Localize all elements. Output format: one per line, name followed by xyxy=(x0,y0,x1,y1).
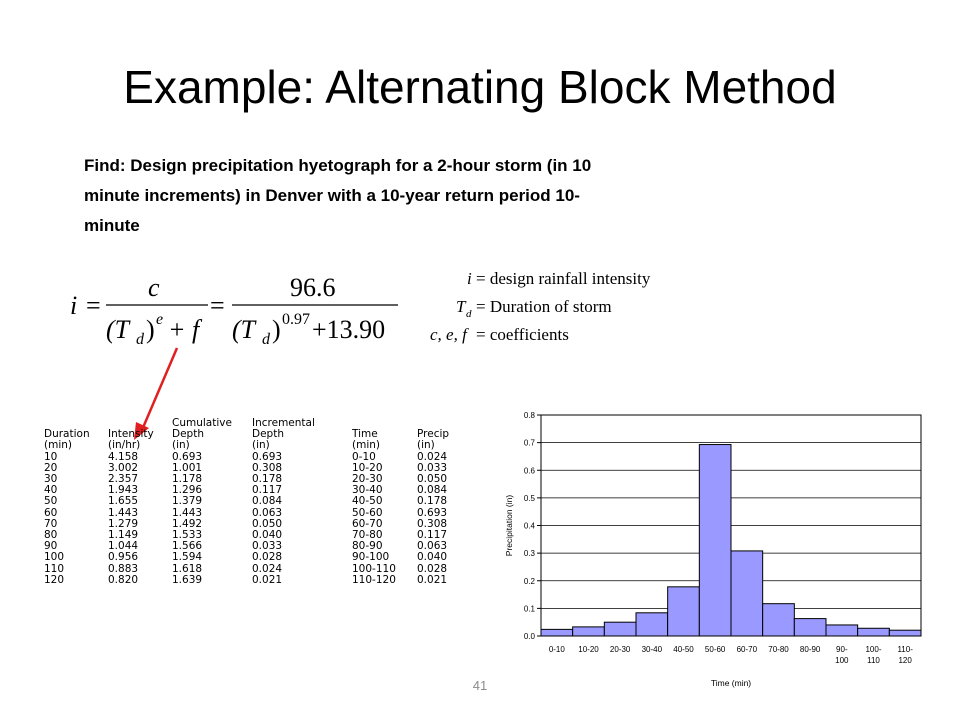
table-cell: 0.084 xyxy=(252,495,283,508)
def-td-text: = Duration of storm xyxy=(476,297,612,316)
table-cell: 0.033 xyxy=(417,461,448,474)
table-cell: 0.040 xyxy=(417,551,448,564)
problem-line-3: minute xyxy=(84,216,140,235)
eq-lhs: i xyxy=(70,291,78,320)
y-axis-label: Precipitation (in) xyxy=(504,494,514,557)
table-cell: 1.279 xyxy=(108,517,139,530)
table-cell: 0.028 xyxy=(252,551,283,564)
table-cell: 0.084 xyxy=(417,484,448,497)
table-cell: 20-30 xyxy=(352,473,383,486)
table-cell: Depth xyxy=(172,428,204,441)
table-cell: 1.001 xyxy=(172,461,203,474)
bar xyxy=(763,604,795,636)
table-cell: 50-60 xyxy=(352,506,383,519)
def-td-symbol: T xyxy=(456,297,466,316)
eq-equals-1: = xyxy=(86,291,101,320)
table-cell: 0.021 xyxy=(417,573,448,586)
table-cell: 0.050 xyxy=(252,517,283,530)
table-cell: 1.594 xyxy=(172,551,203,564)
table-cell: 40 xyxy=(44,484,58,497)
table-cell: 10 xyxy=(44,450,58,463)
table-row xyxy=(44,496,467,507)
table-cell: (in/hr) xyxy=(108,439,141,452)
table-cell: 0.308 xyxy=(252,461,283,474)
table-cell: 60-70 xyxy=(352,517,383,530)
table-row xyxy=(44,552,467,563)
table-cell: Duration xyxy=(44,428,90,441)
eq-denominator-2exp: 0.97 xyxy=(282,311,310,328)
table-cell: 100 xyxy=(44,551,65,564)
table-cell: 0.883 xyxy=(108,562,139,575)
eq-denominator-2c: +13.90 xyxy=(312,315,386,344)
table-cell: 0.024 xyxy=(252,562,283,575)
bar xyxy=(668,587,700,636)
y-tick-label: 0.3 xyxy=(523,549,535,559)
y-tick-label: 0.0 xyxy=(523,632,535,641)
table-cell: 110-120 xyxy=(352,573,396,586)
hyetograph-chart xyxy=(500,405,930,690)
table-cell: Cumulative xyxy=(172,417,232,429)
intensity-table xyxy=(44,418,467,586)
x-tick-label: 20-30 xyxy=(609,645,631,654)
x-tick-label: 110-120 xyxy=(897,645,913,665)
page-number: 41 xyxy=(472,678,488,693)
table-cell: 30-40 xyxy=(352,484,383,497)
table-cell: 1.492 xyxy=(172,517,203,530)
table-cell: 20 xyxy=(44,461,58,474)
table-row xyxy=(44,575,467,586)
eq-denominator-1exp: e xyxy=(156,311,164,328)
eq-denominator-2sub: d xyxy=(262,331,270,346)
eq-denominator-1a: (T xyxy=(106,315,130,344)
table-cell: 0.178 xyxy=(417,495,448,508)
table-cell: 1.533 xyxy=(172,529,203,542)
eq-equals-2: = xyxy=(210,291,225,320)
bar xyxy=(889,630,921,636)
table-cell: 60 xyxy=(44,506,58,519)
table-cell: 80-90 xyxy=(352,540,383,553)
table-cell: (in) xyxy=(417,439,435,452)
eq-denominator-1c: + f xyxy=(168,315,200,344)
table-cell: 40-50 xyxy=(352,495,383,508)
table-cell: 0.028 xyxy=(417,562,448,575)
table-cell: 1.044 xyxy=(108,540,139,553)
table-cell: 0.693 xyxy=(252,450,283,463)
table-cell: 0.117 xyxy=(252,484,283,497)
table-cell: 0.050 xyxy=(417,473,448,486)
x-tick-label: 80-90 xyxy=(799,645,821,654)
table-header-row xyxy=(44,440,467,451)
table-cell: 1.618 xyxy=(172,562,203,575)
table-cell: 0.956 xyxy=(108,551,139,564)
table-cell: 70 xyxy=(44,517,58,530)
table-cell: 70-80 xyxy=(352,529,383,542)
bar xyxy=(604,622,636,636)
slide-title: Example: Alternating Block Method xyxy=(123,61,837,113)
eq-denominator-1sub: d xyxy=(136,331,144,346)
table-cell: 90 xyxy=(44,540,58,553)
table-cell: 0.693 xyxy=(172,450,203,463)
table-cell: 0.063 xyxy=(252,506,283,519)
table-cell: 1.566 xyxy=(172,540,203,553)
table-cell: 3.002 xyxy=(108,461,139,474)
table-cell: 0.021 xyxy=(252,573,283,586)
table-cell: 1.379 xyxy=(172,495,203,508)
table-cell: 1.443 xyxy=(108,506,139,519)
y-tick-label: 0.1 xyxy=(523,604,535,614)
x-tick-label: 60-70 xyxy=(736,645,758,654)
table-cell: Intensity xyxy=(108,428,154,441)
x-tick-label: 90-100 xyxy=(835,645,849,665)
table-cell: 0.308 xyxy=(417,517,448,530)
table-cell: 0.040 xyxy=(252,529,283,542)
bar xyxy=(541,629,573,636)
y-tick-label: 0.2 xyxy=(523,576,535,586)
bar xyxy=(636,613,668,636)
table-cell: 0-10 xyxy=(352,450,376,463)
problem-line-2: minute increments) in Denver with a 10-year return period 10- xyxy=(84,186,580,205)
table-cell: 1.296 xyxy=(172,484,203,497)
table-cell: 30 xyxy=(44,473,58,486)
bar xyxy=(858,628,890,636)
x-tick-label: 10-20 xyxy=(578,645,599,654)
table-cell: (min) xyxy=(44,439,72,452)
x-tick-label: 30-40 xyxy=(641,645,663,654)
def-cef-symbol: c, e, f xyxy=(430,325,467,344)
x-axis-label: Time (min) xyxy=(710,678,752,688)
x-tick-label: 0-10 xyxy=(548,645,565,654)
table-cell: 1.639 xyxy=(172,573,203,586)
eq-denominator-2a: (T xyxy=(232,315,256,344)
x-tick-label: 70-80 xyxy=(768,645,789,654)
table-cell: 100-110 xyxy=(352,562,396,575)
table-cell: 90-100 xyxy=(352,551,390,564)
def-cef-text: = coefficients xyxy=(476,325,569,344)
y-tick-label: 0.5 xyxy=(523,493,535,503)
table-cell: 1.655 xyxy=(108,495,139,508)
bar xyxy=(794,619,826,636)
table-cell: 0.117 xyxy=(417,529,448,542)
table-cell: 0.024 xyxy=(417,450,448,463)
y-tick-label: 0.4 xyxy=(523,521,535,531)
table-cell: 1.943 xyxy=(108,484,139,497)
eq-numerator-1: c xyxy=(148,273,160,302)
table-cell: 2.357 xyxy=(108,473,139,486)
table-cell: 1.443 xyxy=(172,506,203,519)
table-cell: Depth xyxy=(252,428,284,441)
table-cell: Time xyxy=(352,428,378,441)
def-i-symbol: i xyxy=(467,269,472,288)
eq-denominator-1b: ) xyxy=(146,315,155,344)
table-cell: Incremental xyxy=(252,417,315,429)
intensity-equation xyxy=(66,266,416,346)
table-cell: 0.063 xyxy=(417,540,448,553)
table-cell: (in) xyxy=(252,439,270,452)
table-cell: 4.158 xyxy=(108,450,139,463)
bar xyxy=(573,627,605,636)
y-tick-label: 0.7 xyxy=(523,438,535,448)
y-tick-label: 0.8 xyxy=(523,411,535,420)
table-cell: 0.820 xyxy=(108,573,139,586)
bar xyxy=(826,625,858,636)
bar xyxy=(699,445,731,636)
table-cell: 10-20 xyxy=(352,461,383,474)
table-cell: 80 xyxy=(44,529,58,542)
table-cell: (min) xyxy=(352,439,380,452)
table-cell: (in) xyxy=(172,439,190,452)
y-tick-label: 0.6 xyxy=(523,466,535,476)
table-cell: 110 xyxy=(44,562,65,575)
table-cell: 120 xyxy=(44,573,65,586)
bar xyxy=(731,551,763,636)
table-cell: 1.178 xyxy=(172,473,203,486)
eq-numerator-2: 96.6 xyxy=(290,273,336,302)
table-cell: 0.178 xyxy=(252,473,283,486)
eq-denominator-2b: ) xyxy=(272,315,281,344)
table-cell: 0.693 xyxy=(417,506,448,519)
table-cell: 0.033 xyxy=(252,540,283,553)
table-cell: Precip xyxy=(417,428,450,441)
problem-line-1: Find: Design precipitation hyetograph for a 2-hour storm (in 10 xyxy=(84,156,592,175)
x-tick-label: 40-50 xyxy=(673,645,694,654)
x-tick-label: 100-110 xyxy=(865,645,882,665)
x-tick-label: 50-60 xyxy=(704,645,726,654)
table-cell: 50 xyxy=(44,495,58,508)
def-i-text: = design rainfall intensity xyxy=(476,269,651,288)
variable-definitions xyxy=(420,264,720,354)
table-cell: 1.149 xyxy=(108,529,139,542)
problem-statement xyxy=(84,151,724,241)
def-td-sub: d xyxy=(466,308,472,320)
